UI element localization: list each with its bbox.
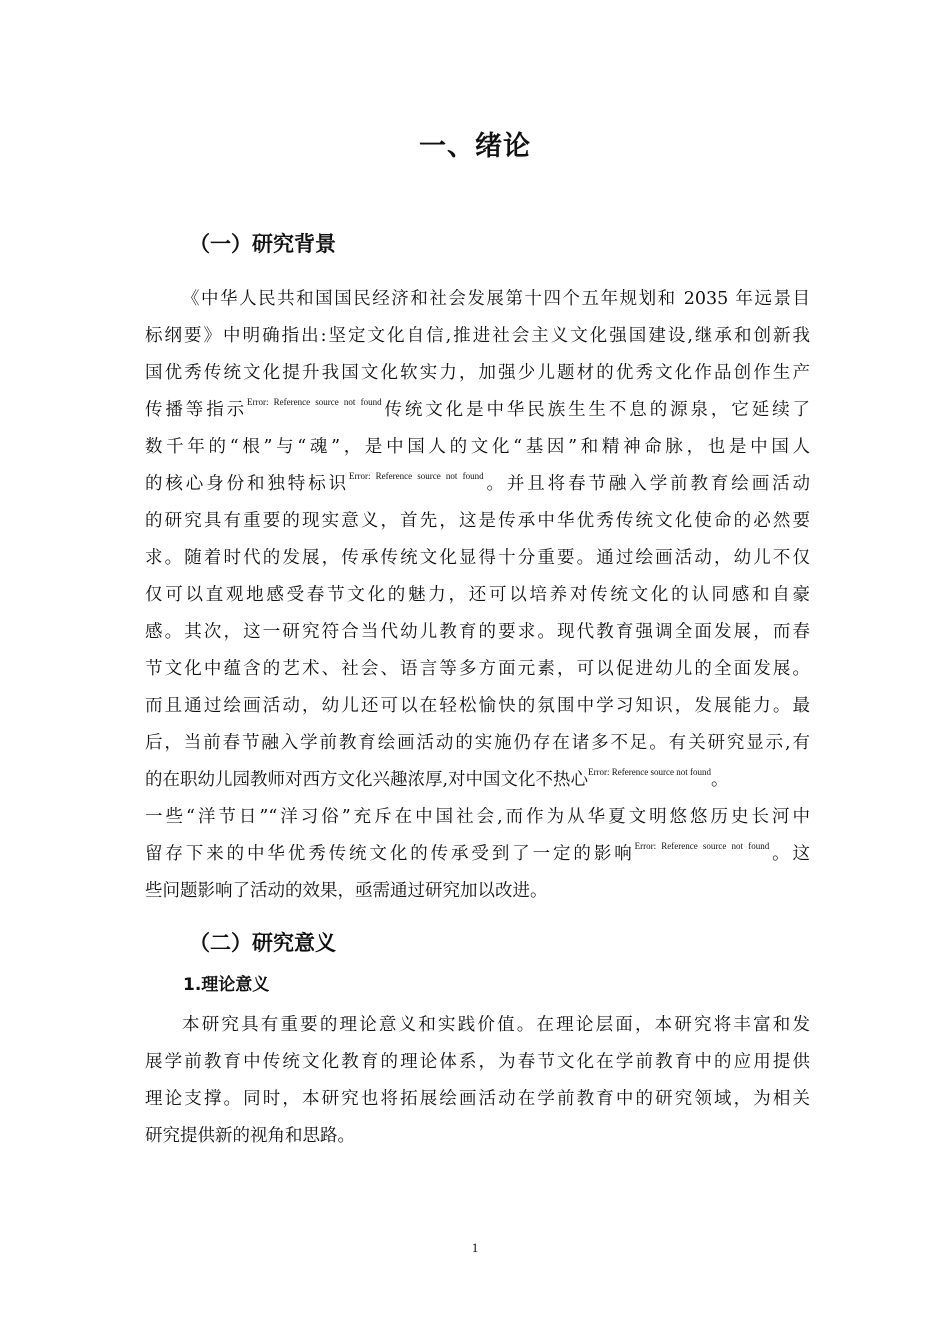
line-text: 。 bbox=[711, 770, 729, 790]
paragraph-line: 《中华人民共和国国民经济和社会发展第十四个五年规划和 2035 年远景目 bbox=[182, 289, 810, 309]
paragraph-line-with-ref bbox=[145, 762, 810, 799]
section-heading-background: （一）研究背景 bbox=[189, 232, 336, 256]
paragraph-line: 的研究具有重要的现实意义，首先，这是传承中华优秀传统文化使命的必然要 bbox=[145, 511, 810, 531]
paragraph-line: 展学前教育中传统文化教育的理论体系，为春节文化在学前教育中的应用提供 bbox=[145, 1052, 810, 1072]
paragraph-line: 感。其次，这一研究符合当代幼儿教育的要求。现代教育强调全面发展，而春 bbox=[145, 622, 810, 642]
paragraph-line: 仅可以直观地感受春节文化的魅力，还可以培养对传统文化的认同感和自豪 bbox=[145, 585, 810, 605]
page-number: 1 bbox=[471, 1240, 479, 1255]
line-text: 传统文化是中华民族生生不息的源泉，它延续了 bbox=[381, 400, 811, 420]
paragraph-line-with-ref bbox=[145, 392, 810, 429]
paragraph-line: 本研究具有重要的理论意义和实践价值。在理论层面，本研究将丰富和发 bbox=[182, 1015, 810, 1035]
paragraph-line: 后，当前春节融入学前教育绘画活动的实施仍存在诸多不足。有关研究显示,有 bbox=[145, 733, 810, 753]
paragraph-line: 理论支撑。同时，本研究也将拓展绘画活动在学前教育中的研究领域，为相关 bbox=[145, 1089, 810, 1109]
background-paragraph bbox=[145, 281, 810, 910]
significance-paragraph bbox=[145, 1007, 810, 1155]
paragraph-line: 研究提供新的视角和思路。 bbox=[145, 1126, 355, 1146]
chapter-title: 一、绪论 bbox=[419, 131, 531, 162]
section-heading-significance: （二）研究意义 bbox=[189, 931, 336, 955]
paragraph-line: 一些“洋节日”“洋习俗”充斥在中国社会,而作为从华夏文明悠悠历史长河中 bbox=[145, 807, 810, 827]
paragraph-line: 节文化中蕴含的艺术、社会、语言等多方面元素，可以促进幼儿的全面发展。 bbox=[145, 659, 810, 679]
reference-error-note: Error: Reference source not found bbox=[634, 841, 770, 851]
line-text: 传播等指示 bbox=[145, 400, 248, 420]
reference-error-note: Error: Reference source not found bbox=[588, 767, 712, 777]
paragraph-line: 标纲要》中明确指出:坚定文化自信,推进社会主义文化强国建设,继承和创新我 bbox=[145, 326, 810, 346]
line-text: 的在职幼儿园教师对西方文化兴趣浓厚,对中国文化不热心 bbox=[145, 770, 589, 790]
line-text: 。这 bbox=[769, 844, 811, 864]
paragraph-line-with-ref bbox=[145, 466, 810, 503]
paragraph-line-with-ref bbox=[145, 836, 810, 873]
line-text: 留存下来的中华优秀传统文化的传承受到了一定的影响 bbox=[145, 844, 635, 864]
paragraph-line: 些问题影响了活动的效果，亟需通过研究加以改进。 bbox=[145, 881, 548, 901]
line-text: 。并且将春节融入学前教育绘画活动 bbox=[483, 474, 811, 494]
paragraph-line: 求。随着时代的发展，传承传统文化显得十分重要。通过绘画活动，幼儿不仅 bbox=[145, 548, 810, 568]
reference-error-note: Error: Reference source not found bbox=[349, 471, 484, 481]
reference-error-note: Error: Reference source not found bbox=[247, 397, 382, 407]
paragraph-line: 国优秀传统文化提升我国文化软实力，加强少儿题材的优秀文化作品创作生产 bbox=[145, 363, 810, 383]
line-text: 的核心身份和独特标识 bbox=[145, 474, 350, 494]
paragraph-line: 数千年的“根”与“魂”，是中国人的文化“基因”和精神命脉，也是中国人 bbox=[145, 437, 810, 457]
paragraph-line: 而且通过绘画活动，幼儿还可以在轻松愉快的氛围中学习知识，发展能力。最 bbox=[145, 696, 810, 716]
subheading-theoretical-significance: 1.理论意义 bbox=[183, 975, 270, 995]
